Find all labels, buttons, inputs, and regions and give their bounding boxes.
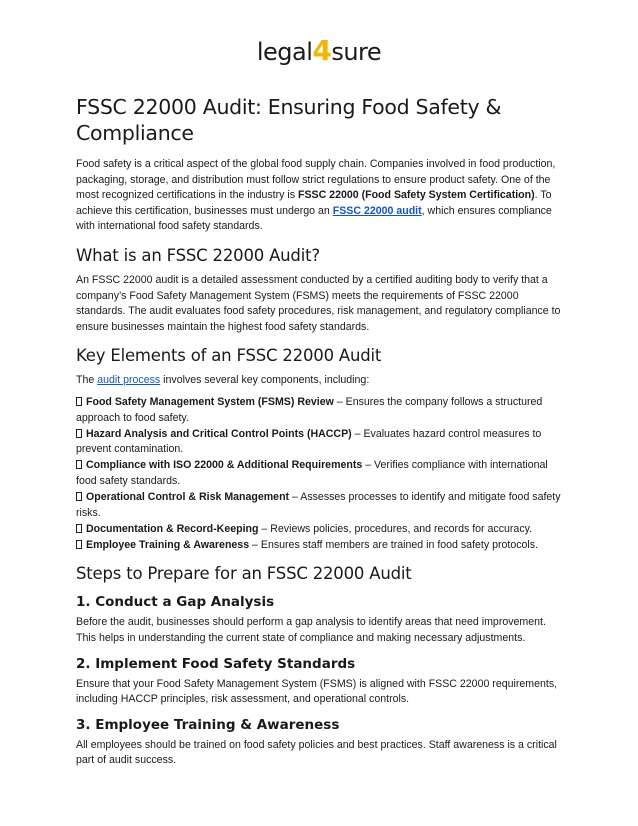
list-item-title: Hazard Analysis and Critical Control Points (HACCP)	[86, 427, 352, 440]
intro-text-3: , which ensures compliance with international food safety standards.	[76, 204, 552, 233]
audit-process-link[interactable]: audit process	[97, 374, 161, 387]
key-elements-intro	[76, 373, 566, 389]
list-item	[76, 458, 566, 489]
list-item	[76, 427, 566, 458]
intro-bold-certification: FSSC 22000 (Food Safety System Certification)	[297, 189, 535, 202]
missing-glyph-icon	[76, 540, 82, 549]
list-item	[76, 538, 566, 554]
logo-text-legal: legal	[256, 38, 313, 66]
key-elements-post: involves several key components, including:	[160, 374, 370, 387]
intro-text-2: . To achieve this certification, businesses must undergo an	[76, 189, 552, 217]
section-heading-what-is: What is an FSSC 22000 Audit?	[76, 245, 320, 265]
step-text-standards: Ensure that your Food Safety Management System (FSMS) is aligned with FSSC 22000 requirements, including HACCP principles, risk assessment, and operational controls.	[76, 677, 558, 706]
list-item-text: – Evaluates hazard control measures to prevent contamination.	[76, 427, 542, 456]
list-item-title: Food Safety Management System (FSMS) Review	[86, 395, 334, 408]
list-item-title: Operational Control & Risk Management	[86, 491, 290, 503]
list-item-text: – Reviews policies, procedures, and records for accuracy.	[258, 522, 533, 535]
step-heading-gap-analysis: 1. Conduct a Gap Analysis	[76, 594, 275, 611]
section-heading-key-elements: Key Elements of an FSSC 22000 Audit	[76, 346, 382, 366]
page-title: FSSC 22000 Audit: Ensuring Food Safety & Compliance	[76, 95, 502, 145]
list-item-text: – Ensures staff members are trained in food safety protocols.	[249, 538, 539, 551]
logo-text-sure: sure	[331, 38, 382, 66]
list-item-title: Compliance with ISO 22000 & Additional Requirements	[86, 459, 363, 472]
missing-glyph-icon	[76, 397, 82, 406]
intro-paragraph	[76, 157, 566, 235]
list-item-text: – Assesses processes to identify and mitigate food safety risks.	[76, 491, 561, 519]
missing-glyph-icon	[76, 492, 82, 501]
section-heading-steps: Steps to Prepare for an FSSC 22000 Audit	[76, 564, 412, 584]
step-text-gap-analysis: Before the audit, businesses should perform a gap analysis to identify areas that need improvement. This helps in understanding the current state of compliance and making necessary adjustments.	[76, 616, 546, 644]
step-text-training: All employees should be trained on food safety policies and best practices. Staff awareness is a critical part of audit success.	[76, 738, 557, 767]
document-content	[76, 94, 566, 775]
list-item-title: Documentation & Record-Keeping	[86, 522, 259, 535]
step-heading-training: 3. Employee Training & Awareness	[76, 716, 340, 733]
key-elements-pre: The	[76, 374, 98, 387]
list-item	[76, 522, 566, 538]
step-heading-standards: 2. Implement Food Safety Standards	[76, 655, 356, 672]
missing-glyph-icon	[76, 524, 82, 533]
list-item	[76, 490, 566, 521]
missing-glyph-icon	[76, 460, 82, 469]
list-item	[76, 395, 566, 426]
what-is-paragraph: An FSSC 22000 audit is a detailed assessment conducted by a certified auditing body to verify that a company’s Food Safety Management System (FSMS) meets the requirements of FSSC 22000 standards. The audit evaluates food safety procedures, risk management, and regulatory compliance to ensure businesses maintain the highest food safety standards.	[76, 273, 561, 333]
fssc-audit-link[interactable]: FSSC 22000 audit	[332, 204, 422, 217]
key-elements-list	[76, 395, 566, 553]
list-item-title: Employee Training & Awareness	[86, 538, 250, 551]
list-item-text: – Verifies compliance with international food safety standards.	[76, 459, 548, 487]
list-item-text: – Ensures the company follows a structured approach to food safety.	[76, 395, 543, 424]
logo-text-four: 4	[312, 34, 332, 67]
intro-text-1: Food safety is a critical aspect of the global food supply chain. Companies involved in food production, packaging, storage, and distribution must follow strict regulations to ensure product safety. One of the most recognized certifications in the industry is	[76, 158, 556, 202]
logo	[0, 34, 638, 67]
missing-glyph-icon	[76, 429, 82, 438]
